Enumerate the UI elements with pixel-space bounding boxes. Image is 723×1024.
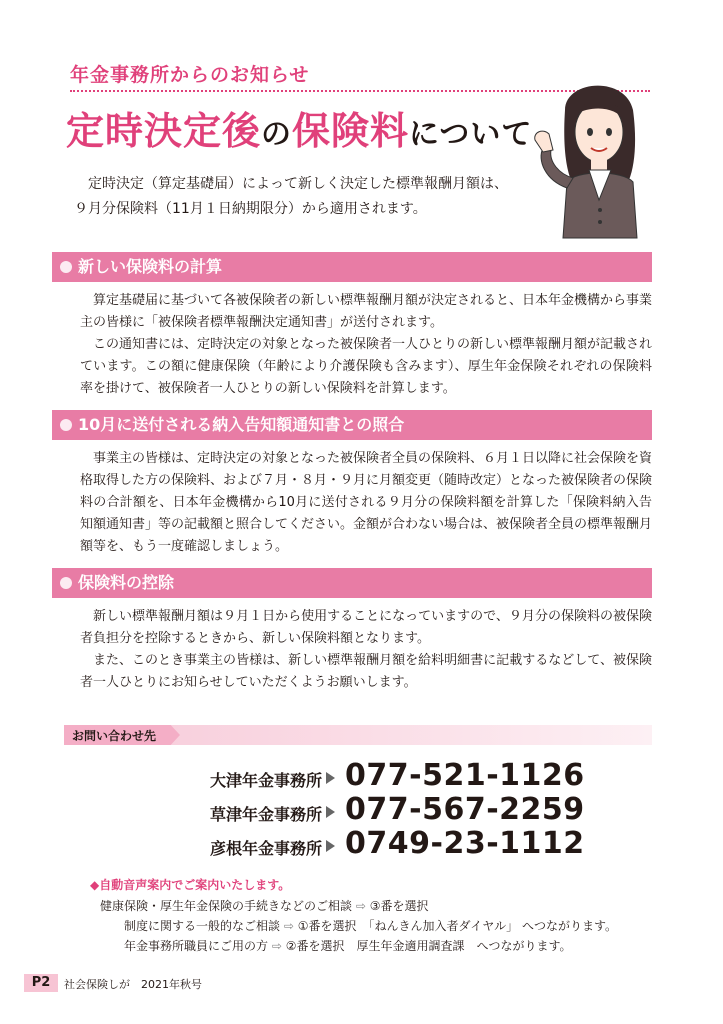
notice-kicker: 年金事務所からのお知らせ [70, 64, 310, 86]
title-part-d: について [409, 117, 533, 152]
bullet-dot-icon [60, 419, 72, 431]
office-name: 彦根年金事務所 [209, 839, 322, 858]
section-body-reconcile [80, 448, 652, 558]
office-phone[interactable]: 077-567-2259 [345, 792, 585, 827]
section-body-deduction [80, 606, 652, 694]
auto-guide-line-2 [124, 917, 617, 934]
intro-line-2: ９月分保険料（11月１日納期限分）から適用されます。 [74, 201, 427, 217]
office-name: 大津年金事務所 [209, 771, 322, 790]
paragraph: 算定基礎届に基づいて各被保険者の新しい標準報酬月額が決定されると、日本年金機構から事業主の皆様に「被保険者標準報酬決定通知書」が送付されます。 [80, 293, 653, 330]
title-part-c: 保険料 [292, 109, 410, 153]
guide-result: ②番を選択 厚生年金適用調査課 へつながります。 [285, 939, 572, 953]
paragraph: 事業主の皆様は、定時決定の対象となった被保険者全員の保険料、６月１日以降に社会保険を資格取得した方の保険料、および７月・８月・９月に月額変更（随時改定）となった被保険者の保険料の合計額を、日本年金機構から10月に送付される９月分の保険料額を計算した「保険料納入告知額通知書」等の記載額と照合してください。金額が合わない場合は、被保険者全員の標準報酬月額等を、もう一度確認しましょう。 [80, 451, 653, 554]
guide-text: 健康保険・厚生年金保険の手続きなどのご相談 [100, 899, 353, 913]
guide-text: 制度に関する一般的なご相談 [124, 919, 281, 933]
triangle-right-icon [326, 840, 335, 852]
paragraph: 新しい標準報酬月額は９月１日から使用することになっていますので、９月分の保険料の被保険者負担分を控除するときから、新しい保険料額となります。 [80, 609, 652, 646]
publication-name: 社会保険しが 2021年秋号 [64, 978, 202, 991]
title-part-a: 定時決定後 [66, 109, 262, 153]
section-heading-deduction [52, 568, 652, 598]
guide-result: ①番を選択 「ねんきん加入者ダイヤル」 へつながります。 [297, 919, 617, 933]
triangle-right-icon [326, 772, 335, 784]
bullet-dot-icon [60, 577, 72, 589]
page-title [66, 100, 532, 155]
section-heading-label: 新しい保険料の計算 [78, 257, 223, 276]
office-name: 草津年金事務所 [209, 805, 322, 824]
auto-guide-line-1 [100, 897, 429, 914]
title-part-b: の [261, 117, 293, 152]
bullet-dot-icon [60, 261, 72, 273]
auto-guide-line-3 [124, 937, 572, 954]
paragraph: また、このとき事業主の皆様は、新しい標準報酬月額を給料明細書に記載するなどして、被保険者一人ひとりにお知らせしていただくようお願いします。 [80, 653, 652, 690]
section-body-calculation [80, 290, 652, 400]
office-phone[interactable]: 077-521-1126 [345, 758, 585, 793]
section-heading-calculation [52, 252, 652, 282]
page-number: P2 [24, 974, 58, 992]
triangle-right-icon [326, 806, 335, 818]
section-heading-reconcile [52, 410, 652, 440]
guide-result: ③番を選択 [369, 899, 429, 913]
auto-guide-heading: ◆自動音声案内でご案内いたします。 [90, 878, 291, 892]
section-heading-label: 10月に送付される納入告知額通知書との照合 [78, 415, 405, 434]
paragraph: この通知書には、定時決定の対象となった被保険者一人ひとりの新しい標準報酬月額が記載されています。この額に健康保険（年齢により介護保険も含みます）、厚生年金保険それぞれの保険料率を掛けて、被保険者一人ひとりの新しい保険料を計算します。 [80, 337, 653, 396]
woman-presenting-illustration [525, 70, 675, 240]
intro-text [74, 172, 544, 222]
section-heading-label: 保険料の控除 [78, 573, 175, 592]
contact-label: お問い合わせ先 [72, 729, 157, 743]
office-phone[interactable]: 0749-23-1112 [345, 826, 585, 861]
intro-line-1: 定時決定（算定基礎届）によって新しく決定した標準報酬月額は、 [88, 176, 508, 192]
arrow-right-icon: ⇨ [271, 939, 282, 953]
arrow-right-icon: ⇨ [283, 919, 294, 933]
guide-text: 年金事務所職員にご用の方 [124, 939, 269, 953]
arrow-right-icon: ⇨ [355, 899, 366, 913]
